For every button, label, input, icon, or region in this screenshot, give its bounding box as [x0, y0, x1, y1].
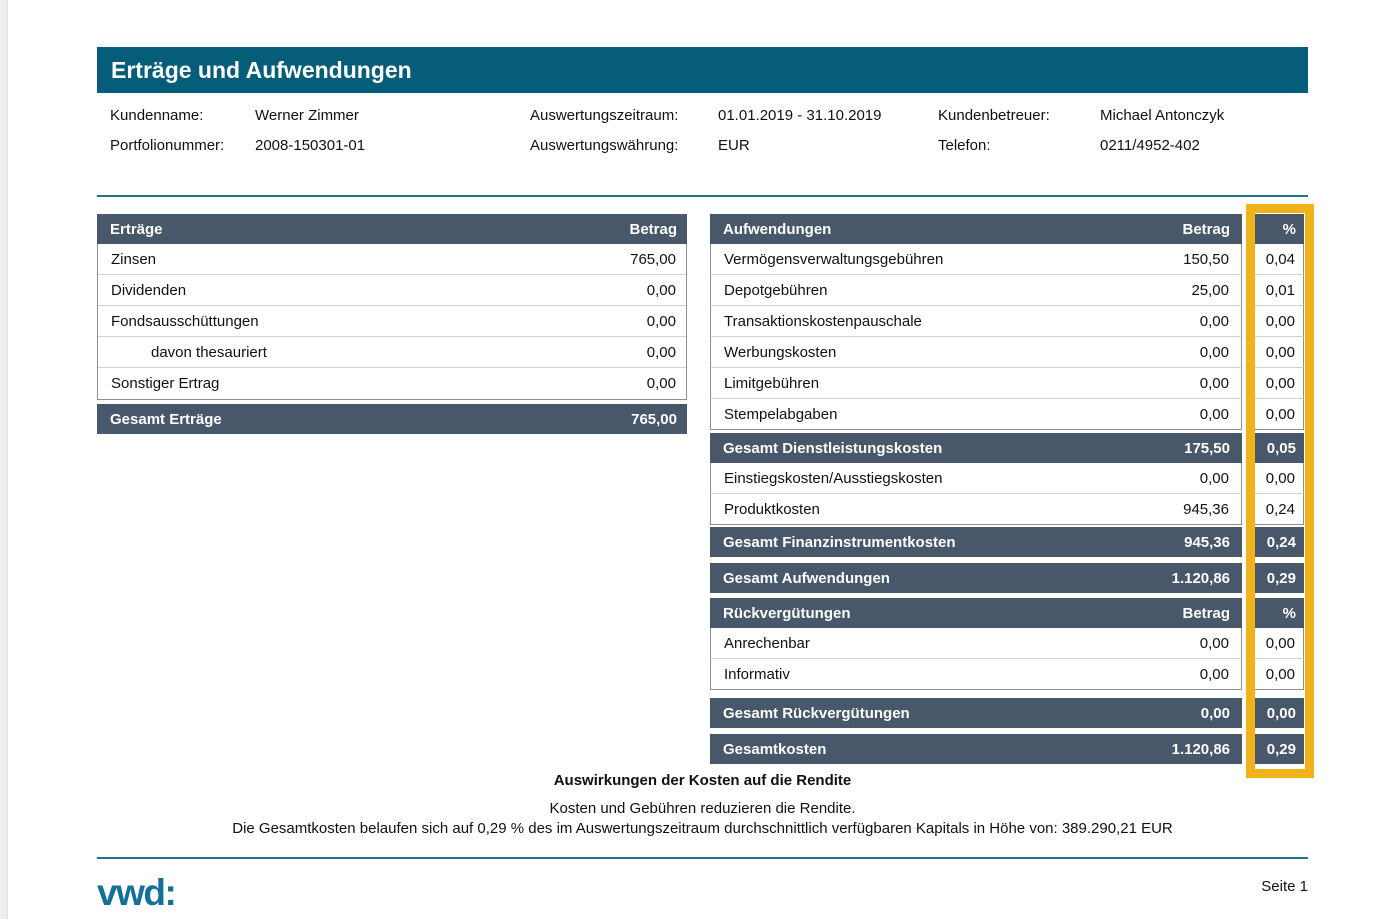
total-percent: 0,29	[1266, 569, 1296, 587]
row-amount: 0,00	[646, 375, 676, 392]
aufwendungen-table	[710, 214, 1304, 764]
row-amount: 25,00	[1191, 281, 1229, 299]
row-label: Werbungskosten	[724, 343, 837, 361]
table-row	[710, 306, 1304, 337]
table-row	[710, 494, 1304, 525]
expenses-total-row	[710, 563, 1304, 593]
aufwendungen-table-header	[710, 214, 1304, 244]
table-row	[710, 368, 1304, 399]
row-amount: 765,00	[630, 250, 676, 268]
row-label: Informativ	[724, 665, 790, 683]
rueckverguetungen-header-percent: %	[1282, 604, 1296, 622]
total-percent: 0,00	[1266, 704, 1296, 722]
ertraege-header-title: Erträge	[110, 220, 163, 238]
total-percent: 0,29	[1266, 740, 1296, 758]
rueckverguetungen-table-header	[710, 598, 1304, 628]
aufwendungen-header-percent: %	[1282, 220, 1296, 238]
page-title	[97, 47, 1308, 93]
row-amount: 0,00	[1199, 312, 1229, 330]
footer-note-line2: Die Gesamtkosten belaufen sich auf 0,29 % des im Auswertungszeitraum durchschnittlich verfügbaren Kapitals in Höhe von: 389.290,21 EUR	[232, 820, 1173, 837]
row-label: davon thesauriert	[151, 343, 267, 361]
auswertungszeitraum-value: 01.01.2019 - 31.10.2019	[718, 107, 882, 124]
row-amount: 150,50	[1183, 250, 1229, 268]
page-left-edge	[0, 0, 8, 919]
row-label: Depotgebühren	[724, 281, 828, 299]
row-percent: 0,00	[1265, 343, 1295, 361]
total-label: Gesamt Dienstleistungskosten	[723, 439, 943, 457]
page-title-text: Erträge und Aufwendungen	[111, 56, 412, 83]
row-label: Limitgebühren	[724, 374, 820, 392]
row-label: Vermögensverwaltungsgebühren	[724, 250, 944, 268]
row-percent: 0,00	[1265, 312, 1295, 330]
row-percent: 0,00	[1265, 469, 1295, 487]
row-percent: 0,00	[1265, 665, 1295, 683]
table-row	[98, 244, 686, 275]
table-row	[710, 399, 1304, 430]
portfolionummer-value: 2008-150301-01	[255, 137, 366, 154]
table-row	[710, 463, 1304, 494]
row-label: Einstiegskosten/Ausstiegskosten	[724, 469, 943, 487]
ertraege-table-header	[97, 214, 687, 244]
kundenname-value: Werner Zimmer	[255, 107, 359, 124]
telefon-value: 0211/4952-402	[1100, 137, 1200, 154]
row-amount: 0,00	[646, 343, 676, 361]
total-amount: 175,50	[1184, 439, 1230, 457]
auswertungszeitraum-label: Auswertungszeitraum:	[530, 107, 679, 124]
page-number: Seite 1	[1261, 878, 1308, 895]
kundenbetreuer-label: Kundenbetreuer:	[938, 107, 1050, 124]
row-percent: 0,04	[1265, 250, 1295, 268]
row-amount: 0,00	[646, 281, 676, 299]
row-percent: 0,24	[1265, 500, 1295, 518]
row-amount: 0,00	[1199, 343, 1229, 361]
total-percent: 0,05	[1266, 439, 1296, 457]
table-row	[710, 659, 1304, 690]
row-percent: 0,01	[1265, 281, 1295, 299]
rueckverguetungen-header-betrag: Betrag	[1182, 604, 1230, 622]
service-costs-body	[710, 244, 1304, 430]
rueckverguetungen-body	[710, 628, 1304, 690]
total-amount: 945,36	[1184, 533, 1230, 551]
total-label: Gesamt Erträge	[110, 410, 222, 428]
row-label: Sonstiger Ertrag	[111, 375, 220, 392]
total-label: Gesamtkosten	[723, 740, 827, 758]
table-row	[98, 275, 686, 306]
service-total-row	[710, 433, 1304, 463]
footer-note-line1: Kosten und Gebühren reduzieren die Rendite.	[549, 800, 856, 817]
ertraege-total-row	[97, 404, 687, 434]
row-percent: 0,00	[1265, 405, 1295, 423]
total-label: Gesamt Aufwendungen	[723, 569, 890, 587]
row-label: Produktkosten	[724, 500, 820, 518]
row-label: Transaktionskostenpauschale	[724, 312, 922, 330]
row-percent: 0,00	[1265, 634, 1295, 652]
table-row	[710, 628, 1304, 659]
row-percent: 0,00	[1265, 374, 1295, 392]
total-label: Gesamt Rückvergütungen	[723, 704, 910, 722]
instrument-total-row	[710, 527, 1304, 557]
auswertungswaehrung-value: EUR	[718, 137, 750, 154]
total-amount: 1.120,86	[1171, 740, 1230, 758]
table-row	[98, 368, 686, 399]
bottom-separator-line	[97, 857, 1308, 859]
row-label: Anrechenbar	[724, 634, 810, 652]
table-row	[98, 337, 686, 368]
portfolionummer-label: Portfolionummer:	[110, 137, 225, 154]
kundenname-label: Kundenname:	[110, 107, 204, 124]
gesamtkosten-row	[710, 734, 1304, 764]
total-label: Gesamt Finanzinstrumentkosten	[723, 533, 956, 551]
footer-heading: Auswirkungen der Kosten auf die Rendite	[553, 772, 852, 789]
row-amount: 0,00	[1199, 665, 1229, 683]
ertraege-table-body	[97, 244, 687, 400]
table-row	[98, 306, 686, 337]
row-label: Dividenden	[111, 281, 187, 299]
vwd-logo: vwd:	[97, 872, 176, 913]
telefon-label: Telefon:	[938, 137, 991, 154]
top-separator-line	[97, 195, 1308, 197]
total-amount: 0,00	[1200, 704, 1230, 722]
total-percent: 0,24	[1266, 533, 1296, 551]
auswertungswaehrung-label: Auswertungswährung:	[530, 137, 679, 154]
rueckverguetungen-total-row	[710, 698, 1304, 728]
ertraege-header-betrag: Betrag	[629, 220, 677, 238]
total-amount: 765,00	[631, 410, 677, 428]
table-row	[710, 337, 1304, 368]
row-amount: 945,36	[1183, 500, 1229, 518]
row-label: Stempelabgaben	[724, 405, 838, 423]
row-label: Zinsen	[111, 250, 157, 268]
table-row	[710, 275, 1304, 306]
row-amount: 0,00	[1199, 374, 1229, 392]
total-amount: 1.120,86	[1171, 569, 1230, 587]
rueckverguetungen-header-title: Rückvergütungen	[723, 604, 851, 622]
instrument-costs-body	[710, 463, 1304, 525]
aufwendungen-header-betrag: Betrag	[1182, 220, 1230, 238]
row-amount: 0,00	[1199, 634, 1229, 652]
row-amount: 0,00	[1199, 405, 1229, 423]
row-label: Fondsausschüttungen	[111, 312, 259, 330]
aufwendungen-header-title: Aufwendungen	[723, 220, 832, 238]
table-row	[710, 244, 1304, 275]
row-amount: 0,00	[646, 312, 676, 330]
ertraege-table	[97, 214, 687, 434]
row-amount: 0,00	[1199, 469, 1229, 487]
kundenbetreuer-value: Michael Antonczyk	[1100, 107, 1225, 124]
